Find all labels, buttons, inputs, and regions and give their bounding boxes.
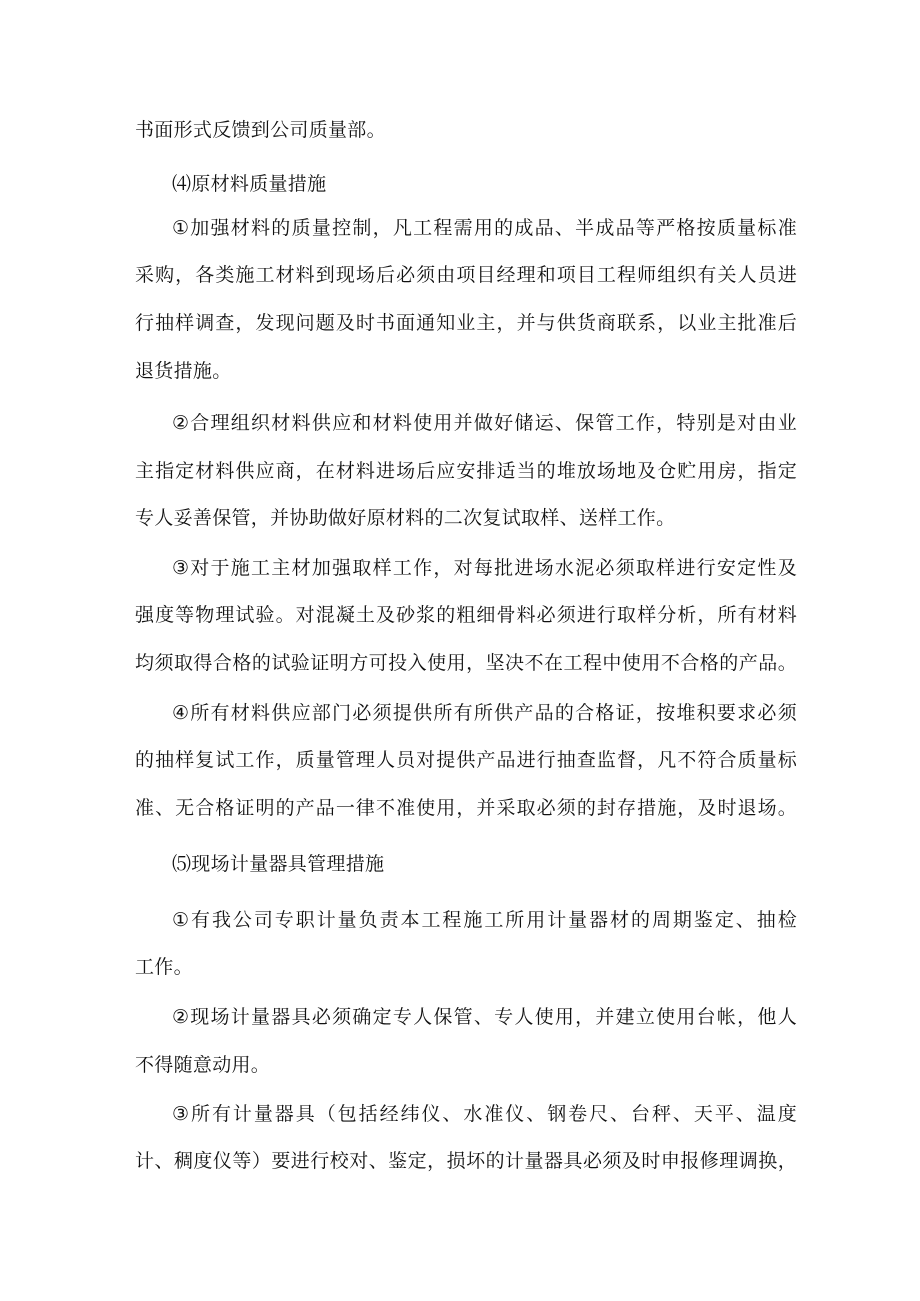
section-4-item-3-line-3: 均须取得合格的试验证明方可投入使用，坚决不在工程中使用不合格的产品。 [135, 652, 797, 674]
section-5-item-1-line-2: 工作。 [135, 956, 193, 978]
section-4-item-1-line-4: 退货措施。 [135, 360, 232, 382]
intro-line-1: 书面形式反馈到公司质量部。 [135, 119, 386, 141]
section-4-item-1-line-1: ①加强材料的质量控制，凡工程需用的成品、半成品等严格按质量标准 [172, 217, 797, 239]
section-4-item-4-line-3: 准、无合格证明的产品一律不准使用，并采取必须的封存措施，及时退场。 [135, 797, 797, 819]
section-5-item-2-line-2: 不得随意动用。 [135, 1054, 271, 1076]
section-4-item-1-line-3: 行抽样调查，发现问题及时书面通知业主，并与供货商联系，以业主批准后 [135, 312, 797, 334]
section-4-item-2-line-1: ②合理组织材料供应和材料使用并做好储运、保管工作，特别是对由业 [172, 412, 797, 434]
section-4-item-1-line-2: 采购，各类施工材料到现场后必须由项目经理和项目工程师组织有关人员进 [135, 264, 797, 286]
section-5-item-1-line-1: ①有我公司专职计量负责本工程施工所用计量器材的周期鉴定、抽检 [172, 909, 797, 931]
section-5-item-3-line-1: ③所有计量器具（包括经纬仪、水准仪、钢卷尺、台秤、天平、温度 [172, 1103, 797, 1125]
section-4-item-2-line-3: 专人妥善保管，并协助做好原材料的二次复试取样、送样工作。 [135, 507, 676, 529]
section-4-item-4-line-1: ④所有材料供应部门必须提供所有所供产品的合格证，按堆积要求必须 [172, 702, 797, 724]
section-4-item-4-line-2: 的抽样复试工作，质量管理人员对提供产品进行抽查监督，凡不符合质量标 [135, 749, 797, 771]
section-4-item-3-line-2: 强度等物理试验。对混凝土及砂浆的粗细骨料必须进行取样分析，所有材料 [135, 604, 797, 626]
section-4-heading: ⑷原材料质量措施 [172, 173, 327, 195]
section-5-heading: ⑸现场计量器具管理措施 [172, 853, 385, 875]
section-5-item-3-line-2: 计、稠度仪等）要进行校对、鉴定，损坏的计量器具必须及时申报修理调换， [135, 1150, 797, 1172]
section-4-item-2-line-2: 主指定材料供应商，在材料进场后应安排适当的堆放场地及仓贮用房，指定 [135, 460, 797, 482]
section-5-item-2-line-1: ②现场计量器具必须确定专人保管、专人使用，并建立使用台帐，他人 [172, 1006, 797, 1028]
section-4-item-3-line-1: ③对于施工主材加强取样工作，对每批进场水泥必须取样进行安定性及 [172, 557, 797, 579]
